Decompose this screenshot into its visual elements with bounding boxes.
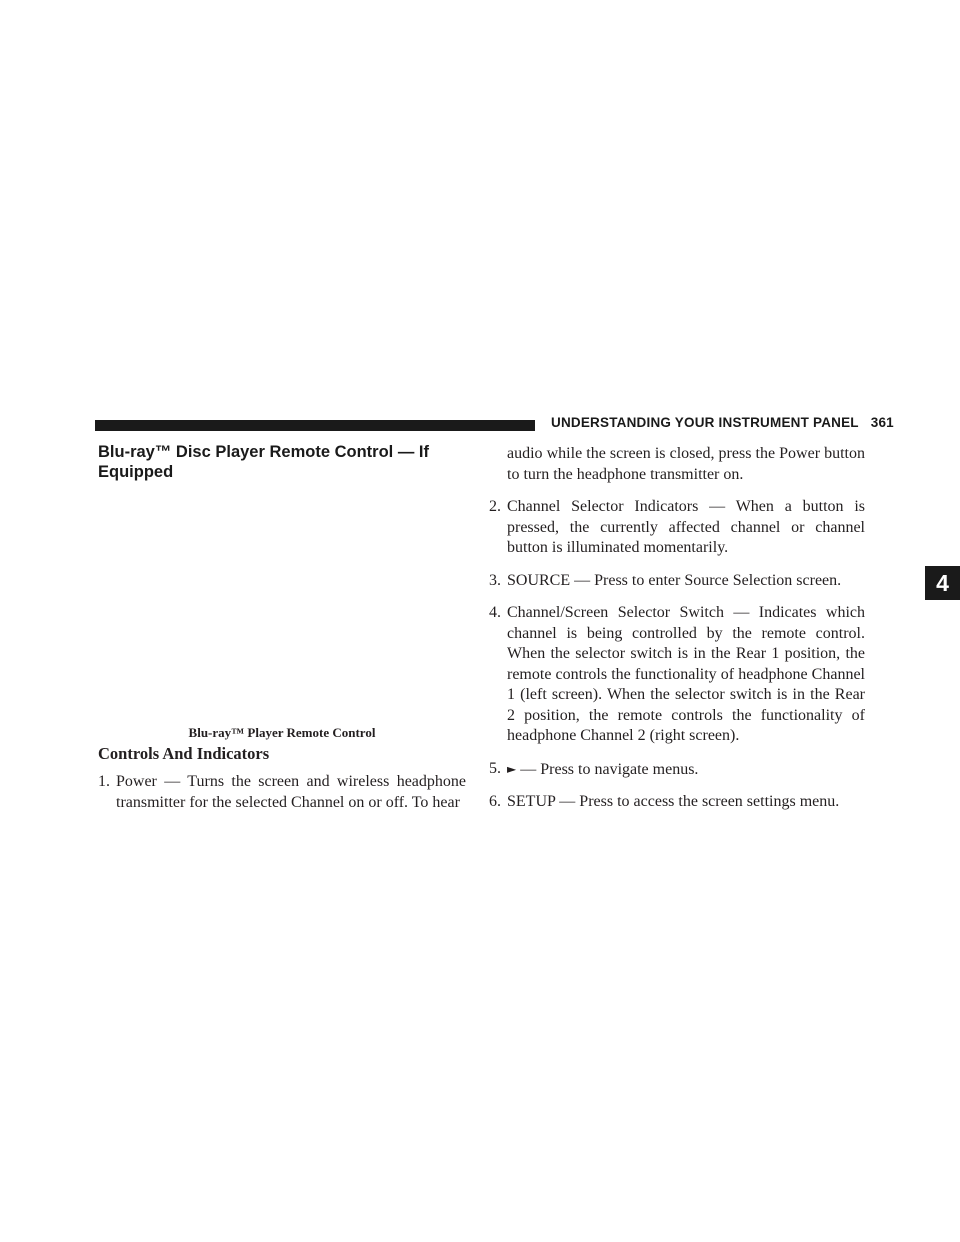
left-column [98,772,466,825]
item-text [507,759,865,781]
list-item-4 [489,603,865,747]
list-item-1 [98,772,466,813]
list-item-6 [489,792,865,813]
right-arrow-icon: ► [507,761,517,776]
item-number: 4. [489,604,501,621]
header-section-title: UNDERSTANDING YOUR INSTRUMENT PANEL [551,415,859,430]
remote-control-figure [98,490,466,710]
section-heading: Blu-ray™ Disc Player Remote Control — If Equipped [98,443,429,481]
item-number: 6. [489,793,501,810]
item-number: 1. [98,773,110,790]
running-header [551,415,894,430]
item-number: 2. [489,498,501,515]
sub-heading: Controls And Indicators [98,744,270,763]
list-item-2 [489,497,865,559]
figure-caption: Blu-ray™ Player Remote Control [188,725,376,740]
page-number: 361 [870,415,894,430]
header-rule [95,420,535,431]
right-column [489,444,865,825]
item-text: SETUP — Press to access the screen settings menu. [507,793,840,810]
list-item-5 [489,759,865,781]
item-text: Channel/Screen Selector Switch — Indicates which channel is being controlled by the remote control. When the selector switch is in the Rear 1 position, the remote controls the functionality of headphone Channel 1 (left screen). When the selector switch is in the Rear 2 position, the remote controls the functionality of headphone Channel 2 (right screen). [507,604,865,744]
item-text: Channel Selector Indicators — When a button is pressed, the currently affected channel or channel button is illuminated momentarily. [507,498,865,556]
item-number: 5. [489,759,501,777]
item-number: 3. [489,571,501,589]
list-item-3 [489,571,865,592]
item-5-text: — Press to navigate menus. [520,760,699,778]
list-item-1-continued: audio while the screen is closed, press the Power button to turn the headphone transmitter on. [507,445,865,483]
item-text: SOURCE — Press to enter Source Selection screen. [507,571,842,589]
chapter-tab: 4 [925,566,960,600]
item-text: Power — Turns the screen and wireless headphone transmitter for the selected Channel on or off. To hear [116,773,466,811]
